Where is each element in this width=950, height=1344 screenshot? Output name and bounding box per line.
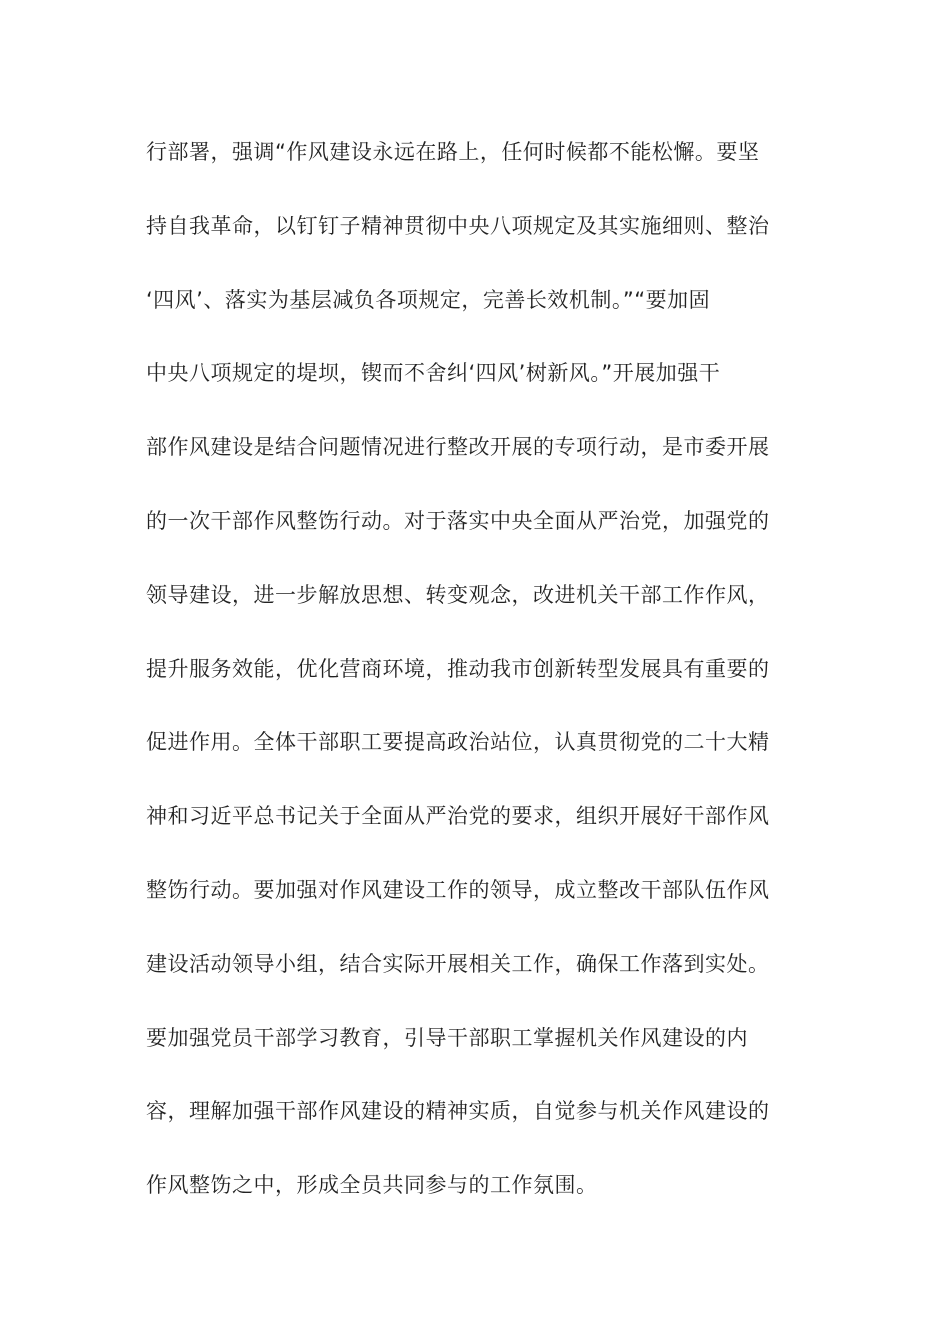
text-line: 建设活动领导小组，结合实际开展相关工作，确保工作落到实处。 (146, 951, 770, 976)
text-line: 作风整饬之中，形成全员共同参与的工作氛围。 (146, 1173, 598, 1198)
text-line: 容，理解加强干部作风建设的精神实质，自觉参与机关作风建设的 (146, 1099, 770, 1124)
text-line: 促进作用。全体干部职工要提高政治站位，认真贯彻党的二十大精 (146, 730, 770, 755)
text-line: 提升服务效能，优化营商环境，推动我市创新转型发展具有重要的 (146, 656, 770, 681)
text-line: 部作风建设是结合问题情况进行整改开展的专项行动，是市委开展 (146, 435, 770, 460)
text-line: 持自我革命，以钉钉子精神贯彻中央八项规定及其实施细则、整治 (146, 213, 770, 238)
text-line: 领导建设，进一步解放思想、转变观念，改进机关干部工作作风， (146, 582, 770, 607)
body-paragraph (146, 129, 806, 1236)
text-line: ‘四风’、落实为基层减负各项规定，完善长效机制。”“要加固 (146, 287, 711, 312)
text-line: 的一次干部作风整饬行动。对于落实中央全面从严治党，加强党的 (146, 508, 770, 533)
text-line: 中央八项规定的堤坝，锲而不舍纠‘四风’树新风。”开展加强干 (146, 361, 721, 386)
text-line: 行部署，强调“作风建设永远在路上，任何时候都不能松懈。要坚 (146, 140, 760, 164)
text-line: 神和习近平总书记关于全面从严治党的要求，组织开展好干部作风 (146, 804, 770, 829)
text-line: 整饬行动。要加强对作风建设工作的领导，成立整改干部队伍作风 (146, 877, 770, 902)
text-line: 要加强党员干部学习教育，引导干部职工掌握机关作风建设的内 (146, 1025, 748, 1050)
